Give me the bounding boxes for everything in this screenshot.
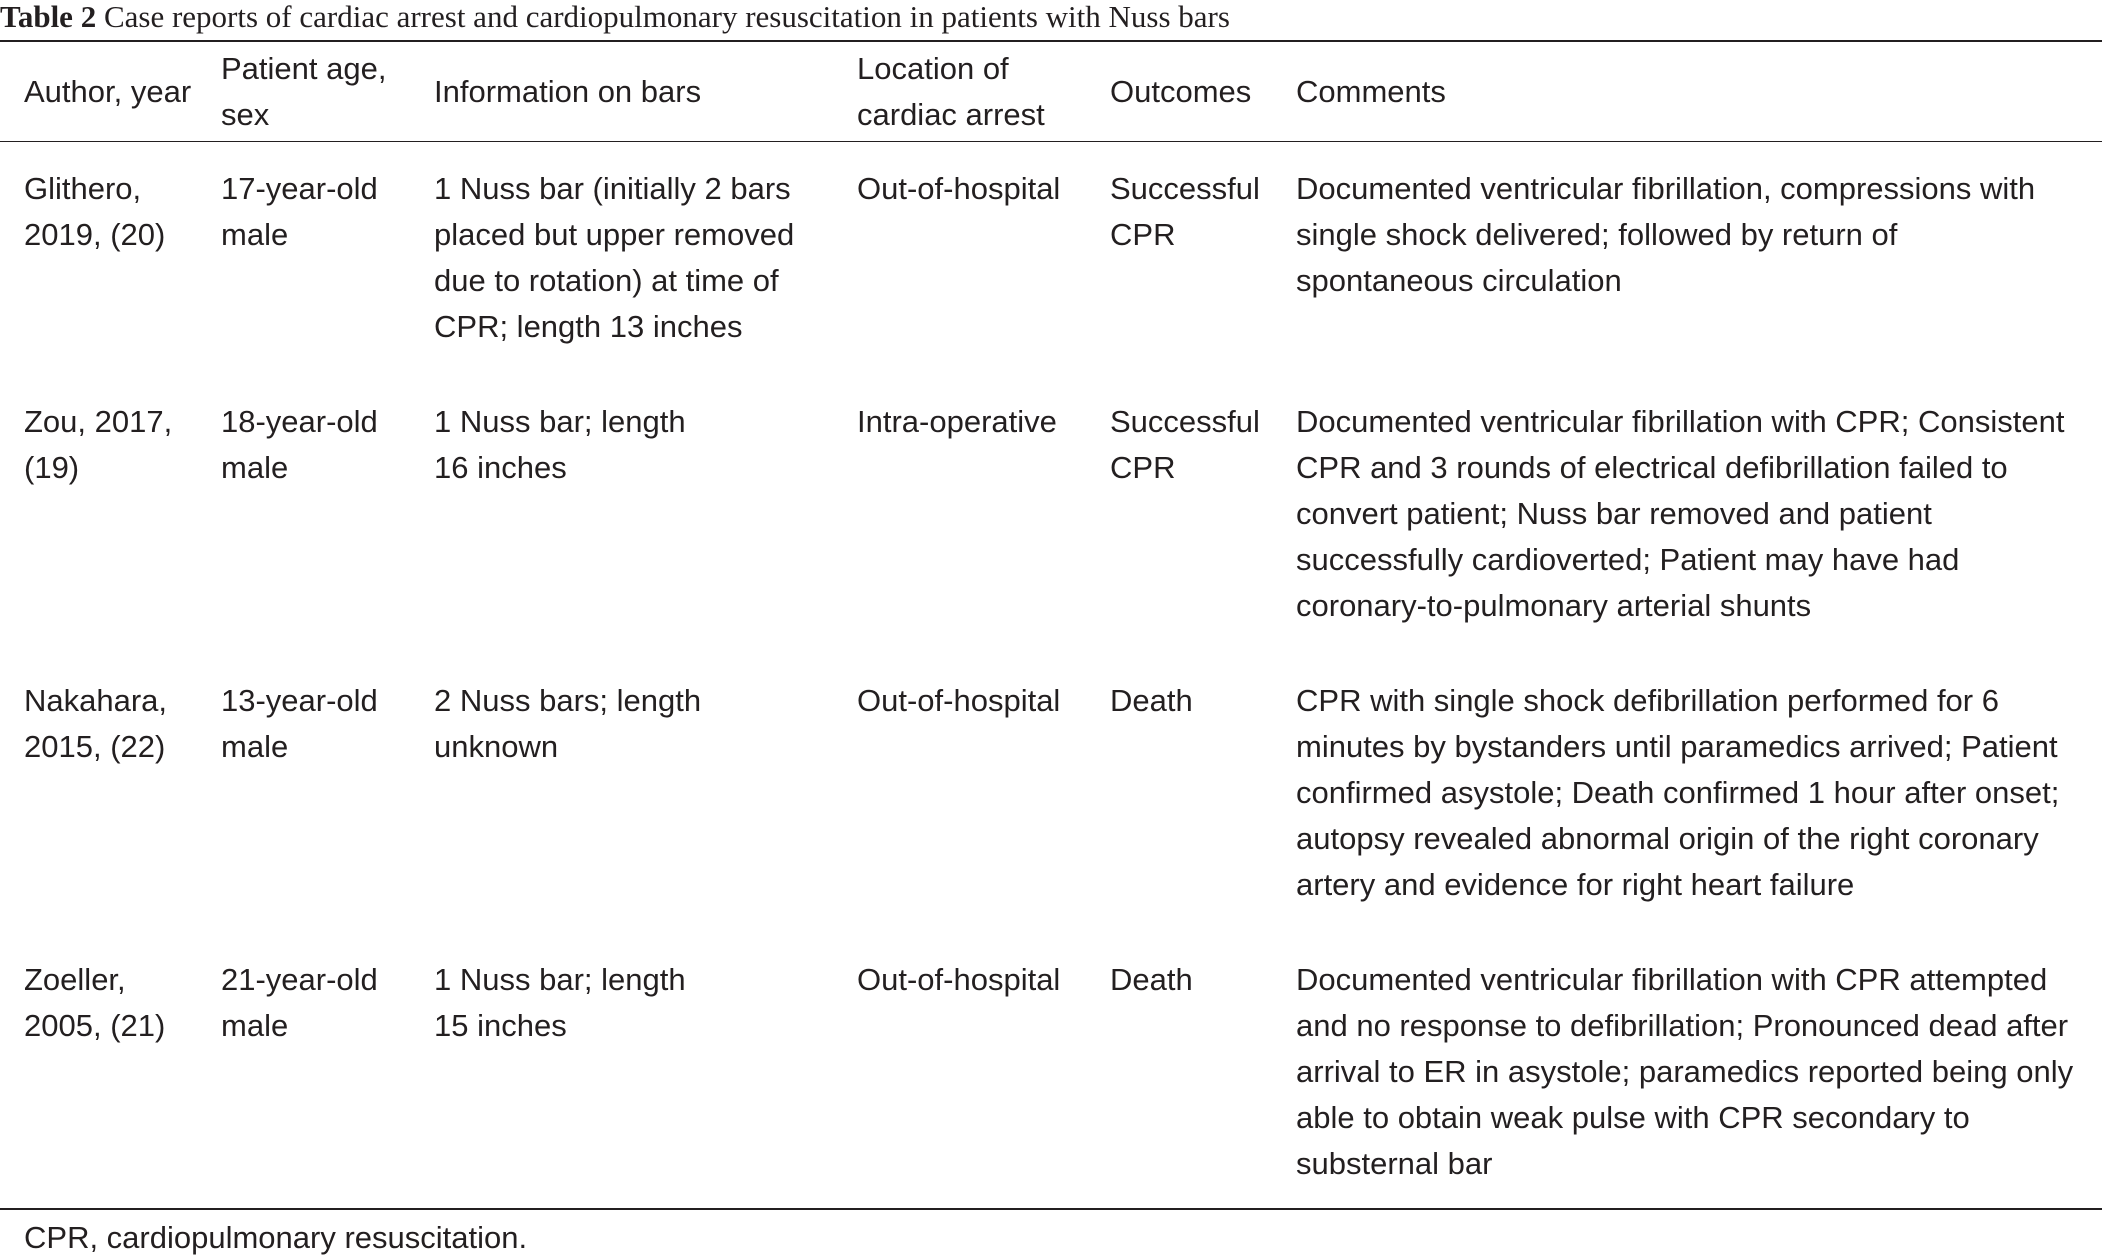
cell-bars: 2 Nuss bars; length unknown: [434, 683, 702, 764]
cell-outcome: Successful CPR: [1110, 171, 1260, 252]
case-reports-table: [0, 42, 2102, 1209]
cell-author: Glithero, 2019, (20): [24, 171, 166, 252]
cell-patient: 17-year-old male: [221, 171, 378, 252]
table-row: [0, 930, 2102, 1209]
cell-author: Zoeller, 2005, (21): [24, 962, 166, 1043]
header-author-year: Author, year: [24, 73, 192, 109]
cell-patient: 18-year-old male: [221, 404, 378, 485]
cell-location: Out-of-hospital: [857, 683, 1061, 718]
cell-bars: 1 Nuss bar; length 15 inches: [434, 962, 686, 1043]
cell-patient: 13-year-old male: [221, 683, 378, 764]
table-caption: [0, 0, 1230, 38]
cell-comments: Documented ventricular fibrillation with CPR; Consistent CPR and 3 rounds of electrical defibrillation failed to convert patient; Nuss bar removed and patient successfully cardioverted; Patient may have had coronary-to-pulmonary arterial shunts: [1296, 404, 2065, 623]
cell-patient: 21-year-old male: [221, 962, 378, 1043]
cell-comments: Documented ventricular fibrillation, compressions with single shock delivered; followed by return of spontaneous circulation: [1296, 171, 2036, 298]
cell-comments: Documented ventricular fibrillation with CPR attempted and no response to defibrillation; Pronounced dead after arrival to ER in asystole; paramedics reported being only able to obtain weak pulse with CPR secondary to substernal bar: [1296, 962, 2074, 1181]
header-rule: [0, 141, 2102, 142]
cell-author: Nakahara, 2015, (22): [24, 683, 168, 764]
header-patient-age-sex: Patient age, sex: [221, 50, 387, 132]
cell-outcome: Death: [1110, 962, 1193, 997]
header-outcomes: Outcomes: [1110, 73, 1252, 109]
cell-comments: CPR with single shock defibrillation performed for 6 minutes by bystanders until paramedics arrived; Patient confirmed asystole; Death confirmed 1 hour after onset; autopsy revealed abnormal origin of the right coronary artery and evidence for right heart failure: [1296, 683, 2060, 902]
header-information-on-bars: Information on bars: [434, 73, 702, 109]
table-footnote: CPR, cardiopulmonary resuscitation.: [24, 1220, 528, 1255]
table-caption-label: Table 2: [0, 0, 97, 34]
table-row: [0, 141, 2102, 372]
table-caption-text: Case reports of cardiac arrest and cardiopulmonary resuscitation in patients with Nuss bars: [103, 0, 1230, 34]
header-location-of-cardiac-arrest: Location of cardiac arrest: [857, 50, 1045, 132]
cell-author: Zou, 2017, (19): [24, 404, 173, 485]
cell-outcome: Death: [1110, 683, 1193, 718]
bottom-rule: [0, 1208, 2102, 1210]
cell-location: Out-of-hospital: [857, 962, 1061, 997]
cell-location: Out-of-hospital: [857, 171, 1061, 206]
header-comments: Comments: [1296, 73, 1446, 109]
cell-bars: 1 Nuss bar (initially 2 bars placed but upper removed due to rotation) at time of CPR; length 13 inches: [434, 171, 795, 344]
table-row: [0, 651, 2102, 930]
cell-outcome: Successful CPR: [1110, 404, 1260, 485]
cell-bars: 1 Nuss bar; length 16 inches: [434, 404, 686, 485]
header-row: [0, 42, 2102, 141]
cell-location: Intra-operative: [857, 404, 1057, 439]
table-row: [0, 372, 2102, 651]
